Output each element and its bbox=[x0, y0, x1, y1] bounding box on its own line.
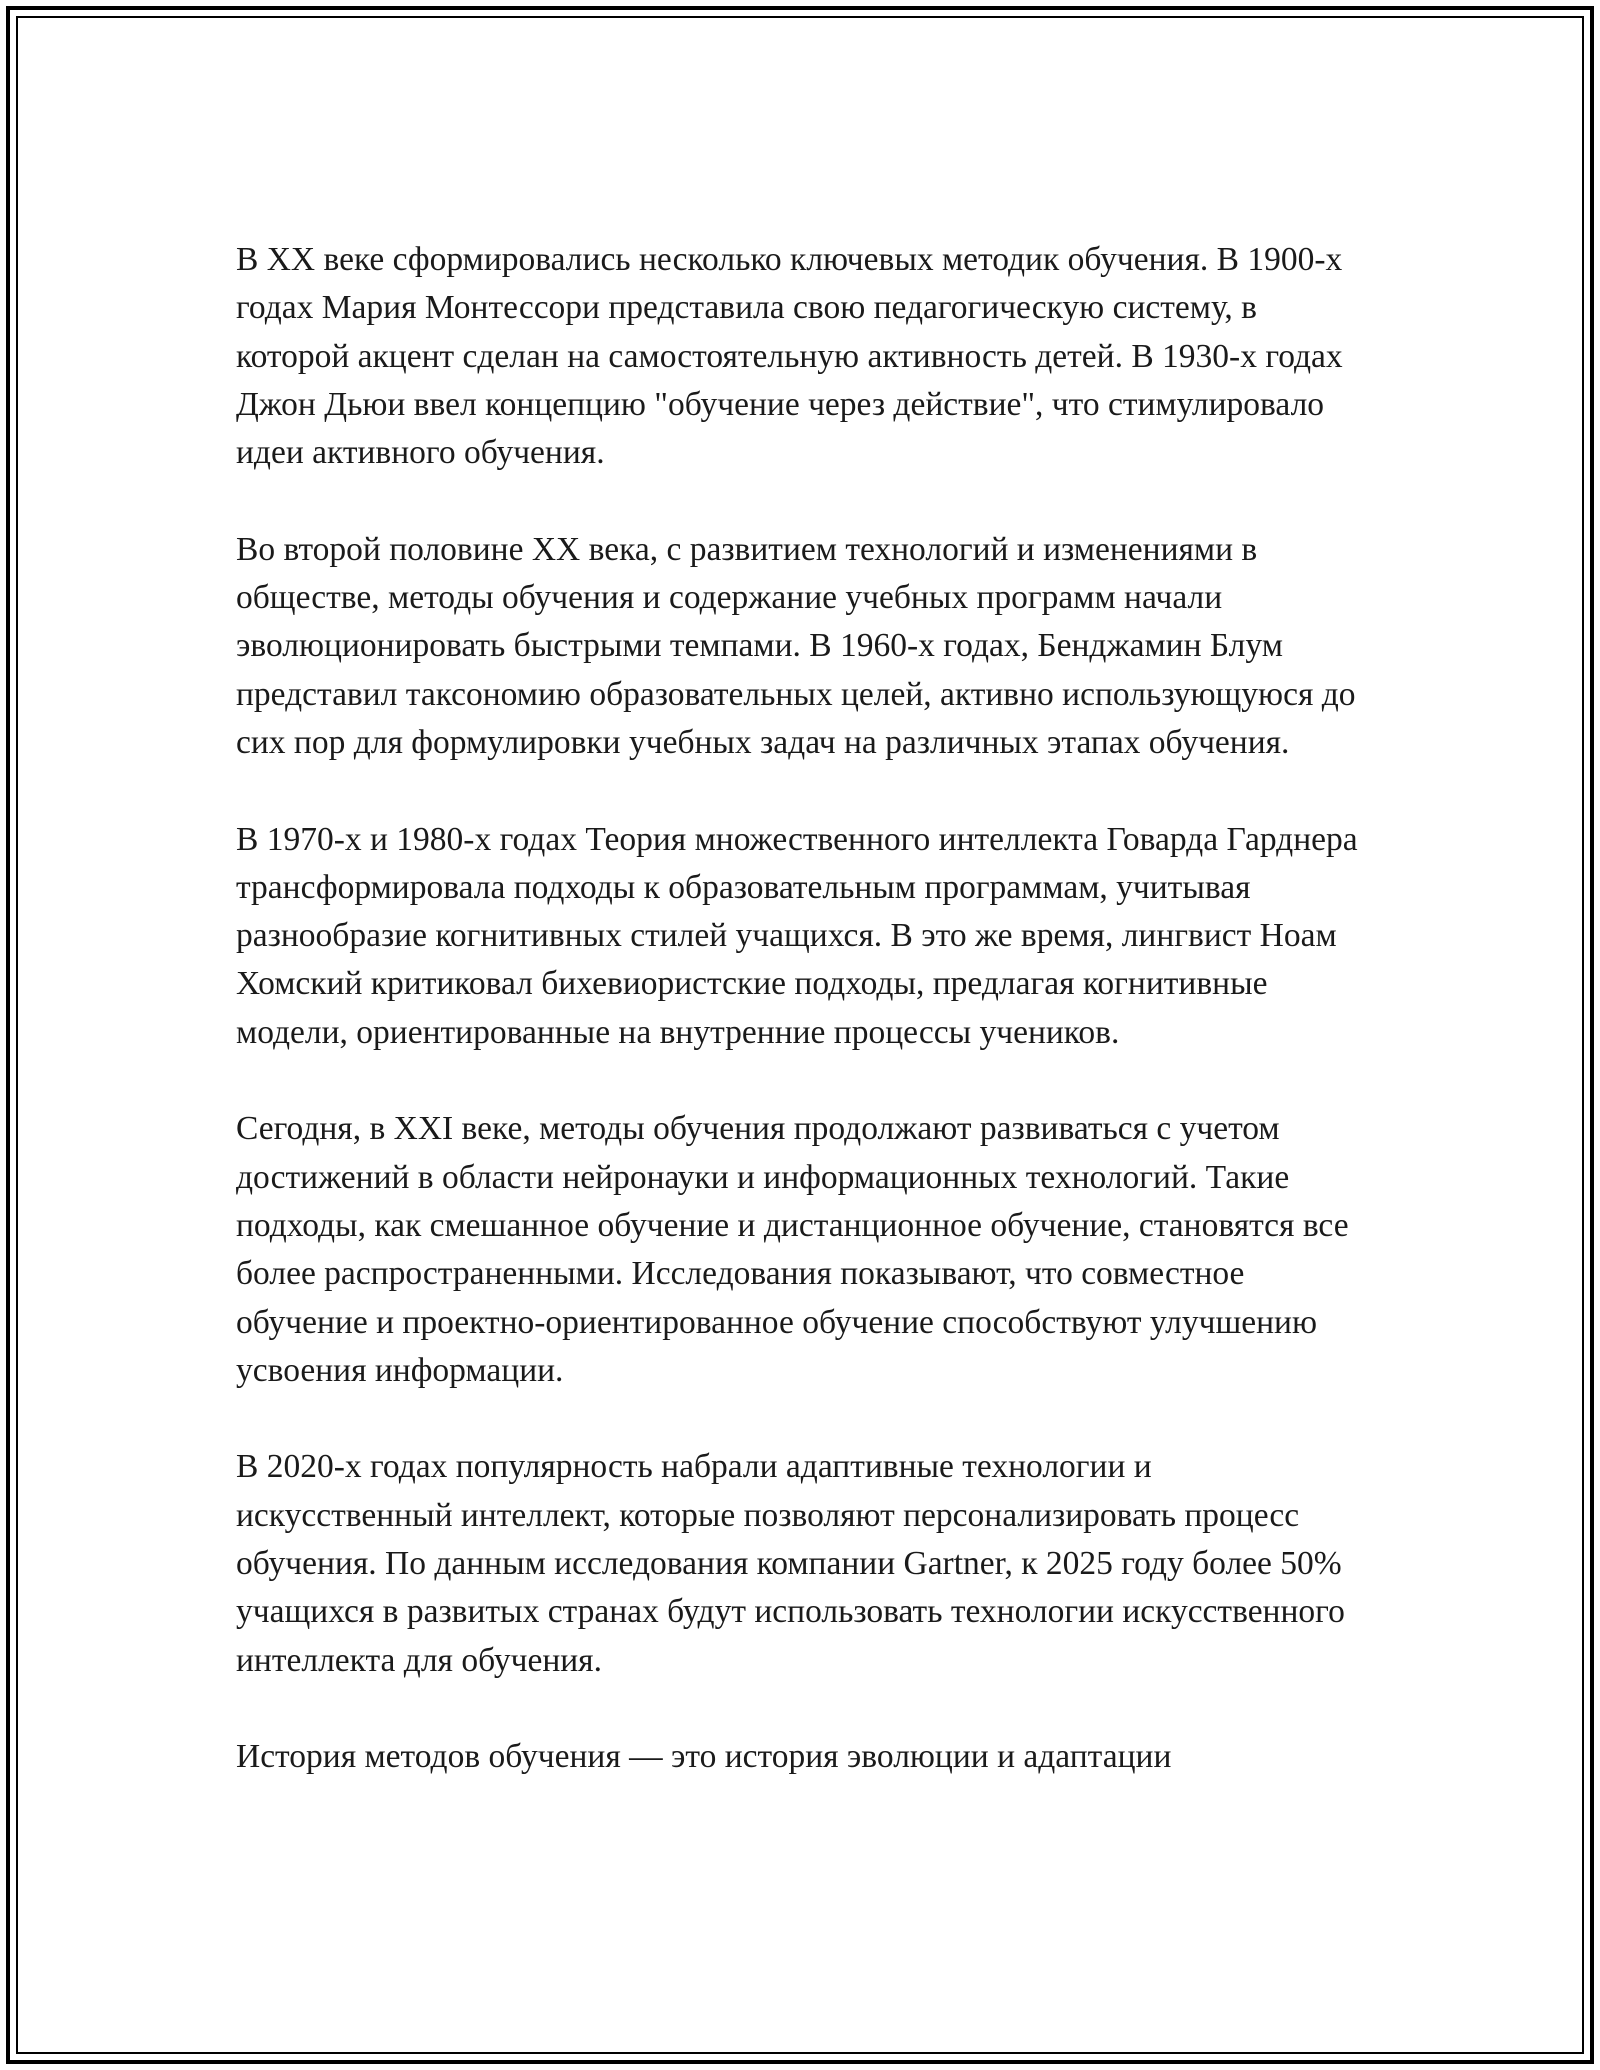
paragraph-3: В 1970-х и 1980-х годах Теория множественного интеллекта Говарда Гарднера трансформировала подходы к образовательным программам, учитывая разнообразие когнитивных стилей учащихся. В это же время, лингвист Ноам Хомский критиковал бихевиористские подходы, предлагая когнитивные модели, ориентированные на внутренние процессы учеников. bbox=[236, 820, 1358, 1051]
paragraph-4: Сегодня, в XXI веке, методы обучения продолжают развиваться с учетом достижений в области нейронауки и информационных технологий. Такие подходы, как смешанное обучение и дистанционное обучение, становятся все более распространенными. Исследования показывают, что совместное обучение и проектно-ориентированное обучение способствуют улучшению усвоения информации. bbox=[236, 1110, 1349, 1389]
paragraph-1: В XX веке сформировались несколько ключевых методик обучения. В 1900-х годах Мария Монтессори представила свою педагогическую систему, в которой акцент сделан на самостоятельную активность детей. В 1930-х годах Джон Дьюи ввел концепцию "обучение через действие", что стимулировало идеи активного обучения. bbox=[236, 241, 1343, 472]
paragraph-2: Во второй половине XX века, с развитием технологий и изменениями в обществе, методы обучения и содержание учебных программ начали эволюционировать быстрыми темпами. В 1960-х годах, Бенджамин Блум представил таксономию образовательных целей, активно использующуюся до сих пор для формулировки учебных задач на различных этапах обучения. bbox=[236, 530, 1356, 761]
paragraph-5: В 2020-х годах популярность набрали адаптивные технологии и искусственный интеллект, которые позволяют персонализировать процесс обучения. По данным исследования компании Gartner, к 2025 году более 50% учащихся в развитых странах будут использовать технологии искусственного интеллекта для обучения. bbox=[236, 1448, 1345, 1679]
document-body bbox=[236, 236, 1366, 1830]
paragraph-6: История методов обучения — это история эволюции и адаптации bbox=[236, 1738, 1172, 1776]
